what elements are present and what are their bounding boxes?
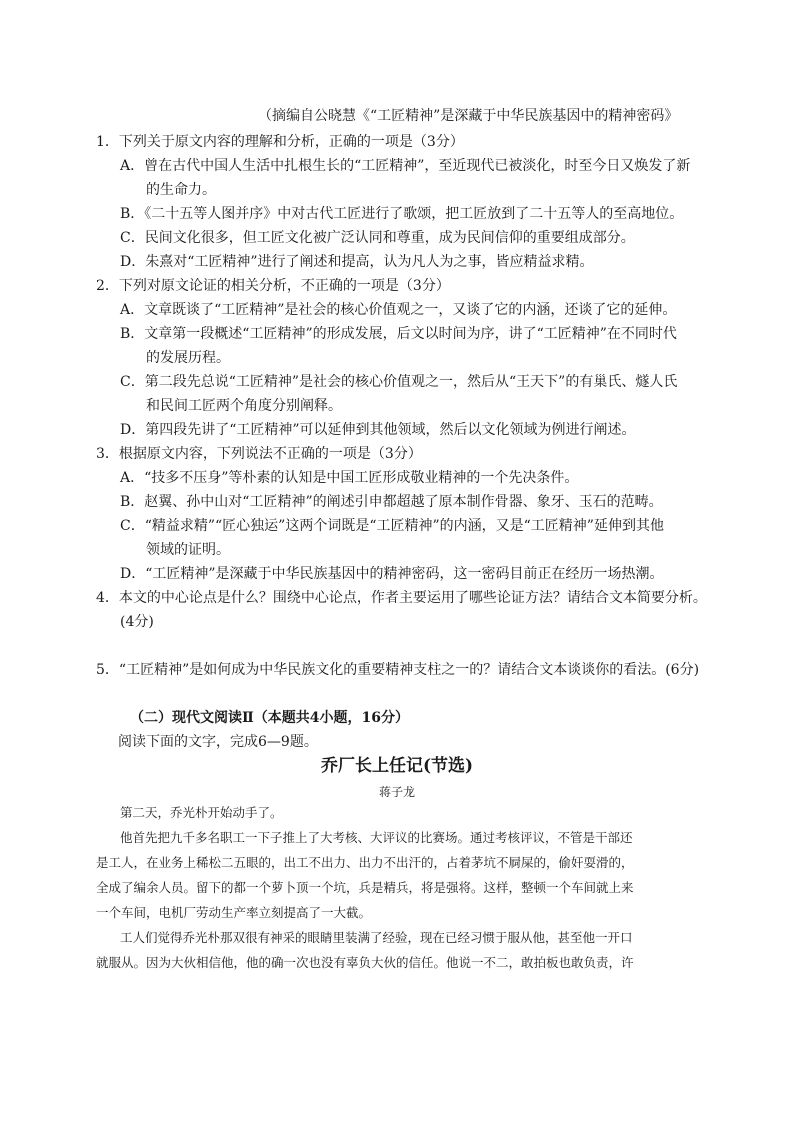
question-3-option-a: A．“技多不压身”等朴素的认知是中国工匠形成敬业精神的一个先决条件。 [120, 470, 579, 486]
story-author: 蒋子龙 [378, 785, 415, 799]
question-2-stem: 2．下列对原文论证的相关分析，不正确的一项是（3分） [96, 278, 450, 294]
question-1-stem: 1．下列关于原文内容的理解和分析，正确的一项是（3分） [96, 134, 464, 150]
story-title: 乔厂长上任记(节选) [320, 756, 474, 776]
question-2-option-b: B．文章第一段概述“工匠精神”的形成发展，后文以时间为序，讲了“工匠精神”在不同时代 [120, 326, 677, 342]
question-4: 4．本文的中心论点是什么？围绕中心论点，作者主要运用了哪些论证方法？请结合文本简要分析。 [96, 590, 707, 606]
question-3-option-c-cont: 领域的证明。 [146, 542, 230, 558]
story-line: 工人们觉得乔光朴那双很有神采的眼睛里装满了经验，现在已经习惯于服从他，甚至他一开口 [120, 930, 633, 945]
question-1-option-a-cont: 的生命力。 [146, 182, 216, 198]
question-2-option-d: D．第四段先讲了“工匠精神”可以延伸到其他领域，然后以文化领域为例进行阐述。 [120, 422, 636, 438]
question-1-option-d: D．朱熹对“工匠精神”进行了阐述和提高，认为凡人为之事，皆应精益求精。 [120, 254, 594, 270]
section-heading: （二）现代文阅读Ⅱ（本题共4小题，16分） [130, 710, 410, 726]
story-line: 全成了编余人员。留下的都一个萝卜顶一个坑，兵是精兵，将是强将。这样，整顿一个车间就上来 [96, 880, 634, 895]
story-line: 第二天，乔光朴开始动手了。 [120, 805, 283, 820]
story-line: 一个车间，电机厂劳动生产率立刻提高了一大截。 [96, 905, 372, 920]
story-line: 就服从。因为大伙相信他，他的确一次也没有辜负大伙的信任。他说一不二，敢拍板也敢负责，许 [96, 955, 634, 970]
reading-instruction: 阅读下面的文字，完成6—9题。 [118, 734, 318, 750]
question-3-option-c: C．“精益求精”“匠心独运”这两个词既是“工匠精神”的内涵，又是“工匠精神”延伸到其他 [120, 518, 664, 534]
question-5: 5．“工匠精神”是如何成为中华民族文化的重要精神支柱之一的？请结合文本谈谈你的看法。(6分) [96, 662, 700, 678]
question-3-option-b: B．赵翼、孙中山对“工匠精神”的阐述引申都超越了原本制作骨器、象牙、玉石的范畴。 [120, 494, 663, 510]
question-2-option-c-cont: 和民间工匠两个角度分别阐释。 [146, 398, 342, 414]
question-1-option-b: B．《二十五等人图并序》中对古代工匠进行了歌颂，把工匠放到了二十五等人的至高地位。 [120, 206, 684, 222]
source-citation: （摘编自公晓慧《“工匠精神”是深藏于中华民族基因中的精神密码》 [258, 108, 679, 124]
question-2-option-c: C．第二段先总说“工匠精神”是社会的核心价值观之一，然后从“王天下”的有巢氏、燧人氏 [120, 374, 678, 390]
question-3-option-d: D．“工匠精神”是深藏于中华民族基因中的精神密码，这一密码目前正在经历一场热潮。 [120, 566, 664, 582]
question-1-option-c: C．民间文化很多，但工匠文化被广泛认同和尊重，成为民间信仰的重要组成部分。 [120, 230, 635, 246]
question-2-option-b-cont: 的发展历程。 [146, 350, 230, 366]
question-4-points: (4分) [120, 614, 154, 630]
story-line: 是工人，在业务上稀松二五眼的，出工不出力、出力不出汗的，占着茅坑不屙屎的，偷奸耍滑的， [96, 855, 634, 870]
question-1-option-a: A．曾在古代中国人生活中扎根生长的“工匠精神”，至近现代已被淡化，时至今日又焕发了新 [120, 158, 691, 174]
question-2-option-a: A．文章既谈了“工匠精神”是社会的核心价值观之一，又谈了它的内涵，还谈了它的延伸。 [120, 302, 677, 318]
story-line: 他首先把九千多名职工一下子推上了大考核、大评议的比赛场。通过考核评议，不管是干部还 [120, 830, 633, 845]
question-3-stem: 3．根据原文内容，下列说法不正确的一项是（3分） [96, 446, 422, 462]
